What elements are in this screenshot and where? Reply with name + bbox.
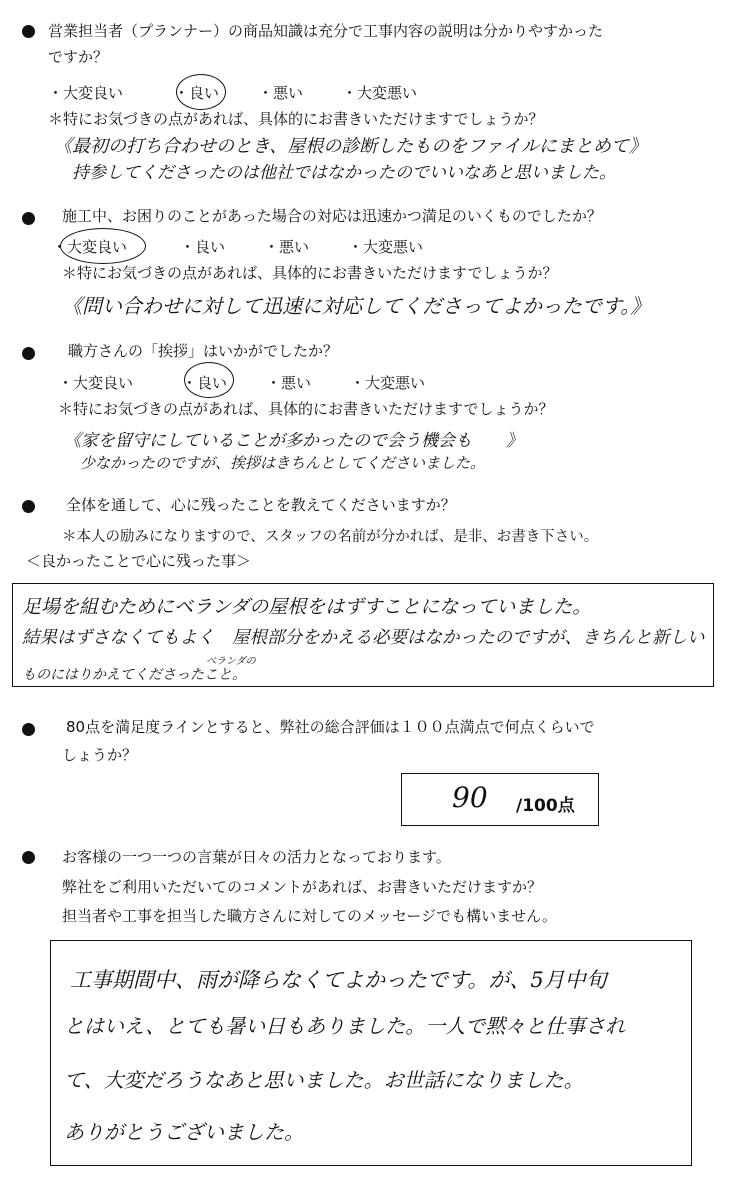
q3-answer-line1: 《家を留守にしていることが多かったので会う機会も 》	[64, 431, 523, 451]
q4-note: ＊本人の励みになりますので、スタッフの名前が分かれば、是非、お書き下さい。	[62, 529, 599, 545]
q3-option-very-good[interactable]: ・大変良い	[58, 374, 134, 392]
q6-answer-line4: ありがとうございました。	[64, 1120, 304, 1144]
q3-bullet	[22, 347, 35, 360]
q6-text-line2: 弊社をご利用いただいてのコメントがあれば、お書きいただけますか？	[62, 878, 543, 896]
q1-option-very-bad[interactable]: ・大変悪い	[342, 84, 418, 102]
q3-option-bad[interactable]: ・悪い	[266, 374, 312, 392]
q1-text-line2: ですか？	[48, 48, 109, 66]
q5-score-value[interactable]: 90	[452, 781, 488, 814]
q4-text: 全体を通して、心に残ったことを教えてくださいますか？	[66, 496, 456, 514]
q2-option-very-bad[interactable]: ・大変悪い	[348, 238, 424, 256]
q4-answer-insert: ベランダの	[206, 656, 256, 667]
q1-option-good[interactable]: ・良い	[174, 84, 220, 102]
q6-bullet	[22, 851, 35, 864]
q6-answer-line1: 工事期間中、雨が降らなくてよかったです。が、5月中旬	[70, 968, 607, 992]
q1-bullet	[22, 25, 35, 38]
q5-text-line1: 80点を満足度ラインとすると、弊社の総合評価は１００点満点で何点くらいで	[66, 718, 595, 736]
q4-answer-line3: ものにはりかえてくださったこと。	[22, 667, 246, 683]
q6-answer-line2: とはいえ、とても暑い日もありました。一人で黙々と仕事され	[64, 1014, 626, 1038]
q5-bullet	[22, 723, 35, 736]
q1-prompt: ＊特にお気づきの点があれば、具体的にお書きいただけますでしょうか？	[48, 110, 544, 128]
q6-text-line3: 担当者や工事を担当した職方さんに対してのメッセージでも構いません。	[62, 907, 558, 925]
q1-text-line1: 営業担当者（プランナー）の商品知識は充分で工事内容の説明は分かりやすかった	[48, 22, 604, 40]
q3-option-good[interactable]: ・良い	[182, 374, 228, 392]
q3-answer-line2: 少なかったのですが、挨拶はきちんとしてくださいました。	[80, 454, 486, 472]
q2-option-good[interactable]: ・良い	[180, 238, 226, 256]
q1-option-very-good[interactable]: ・大変良い	[48, 84, 124, 102]
q2-option-bad[interactable]: ・悪い	[264, 238, 310, 256]
q1-answer-line2: 持参してくださったのは他社ではなかったのでいいなあと思いました。	[72, 163, 616, 183]
q4-answer-line1: 足場を組むためにベランダの屋根をはずすことになっていました。	[22, 596, 592, 618]
q2-bullet	[22, 212, 35, 225]
q1-selected-circle	[176, 74, 226, 110]
q2-option-very-good[interactable]: ・大変良い	[52, 238, 128, 256]
q3-selected-circle	[184, 362, 234, 398]
q6-text-line1: お客様の一つ一つの言葉が日々の活力となっております。	[62, 848, 451, 866]
q1-answer-line1: 《最初の打ち合わせのとき、屋根の診断したものをファイルにまとめて》	[54, 136, 647, 157]
q4-sublabel: ＜良かったことで心に残った事＞	[26, 552, 252, 570]
q6-answer-line3: て、大変だろうなあと思いました。お世話になりました。	[64, 1068, 584, 1092]
q2-text: 施工中、お困りのことがあった場合の対応は迅速かつ満足のいくものでしたか？	[62, 207, 602, 225]
q2-selected-circle	[60, 228, 146, 264]
q2-answer-line1: 《問い合わせに対して迅速に対応してくださってよかったです。》	[62, 294, 651, 318]
q1-option-bad[interactable]: ・悪い	[258, 84, 304, 102]
q2-prompt: ＊特にお気づきの点があれば、具体的にお書きいただけますでしょうか？	[62, 264, 558, 282]
q4-bullet	[22, 500, 35, 513]
q5-score-suffix: /100点	[516, 796, 575, 816]
q3-text: 職方さんの「挨拶」はいかがでしたか？	[68, 342, 339, 360]
q3-prompt: ＊特にお気づきの点があれば、具体的にお書きいただけますでしょうか？	[58, 400, 554, 418]
q5-text-line2: しょうか？	[62, 746, 138, 764]
q3-option-very-bad[interactable]: ・大変悪い	[350, 374, 426, 392]
q4-answer-line2: 結果はずさなくてもよく 屋根部分をかえる必要はなかったのですが、きちんと新しい	[22, 628, 705, 648]
